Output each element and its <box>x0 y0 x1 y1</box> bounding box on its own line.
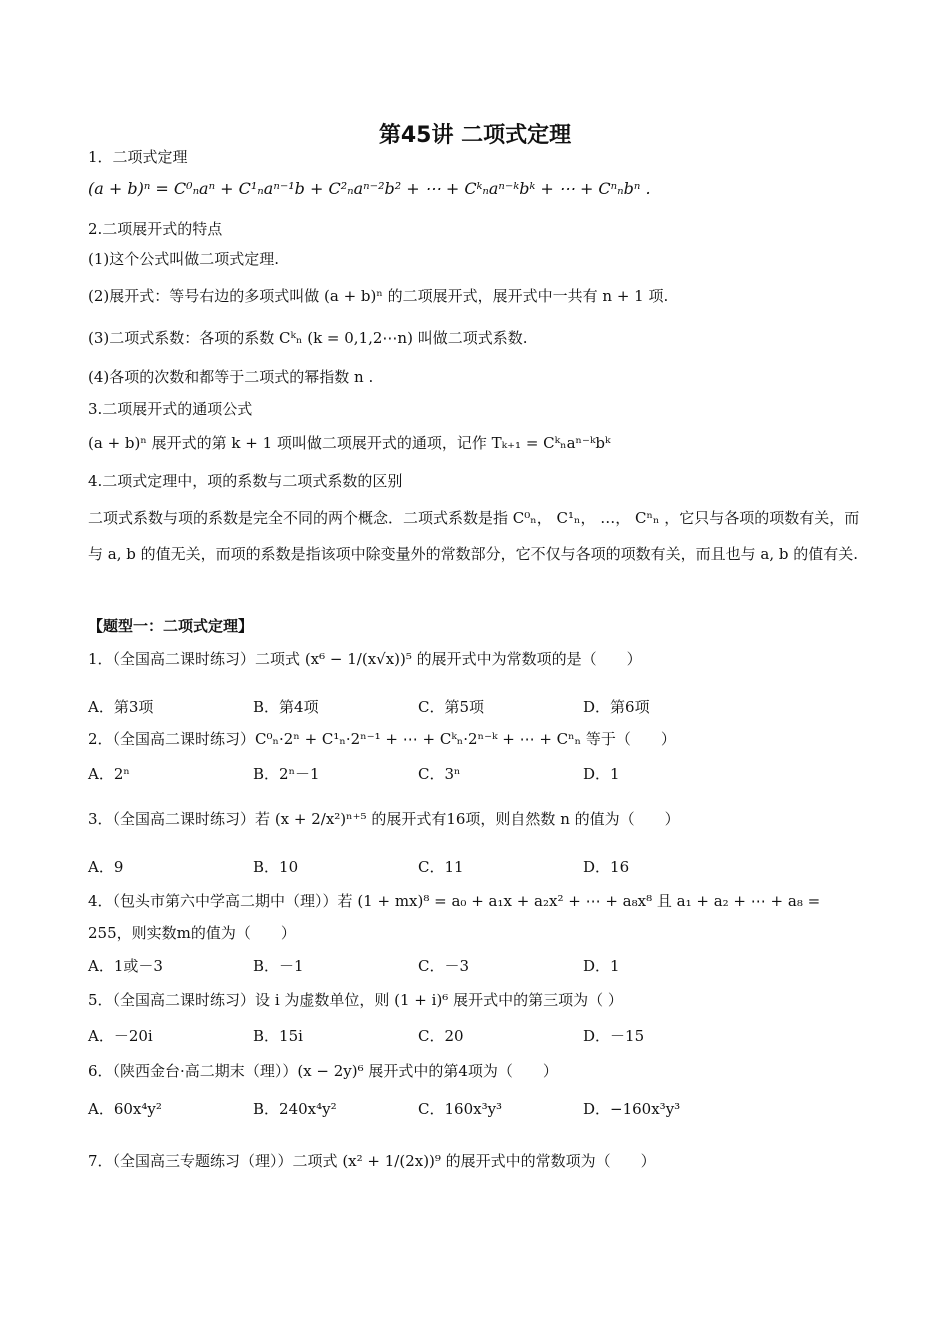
option-b: B．第4项 <box>253 698 319 716</box>
option-a: A．第3项 <box>88 698 154 716</box>
s2-p1: (1)这个公式叫做二项式定理. <box>88 250 280 268</box>
option-b: B．15i <box>253 1027 303 1045</box>
question-7-stem: 7．（全国高三专题练习（理））二项式 (x² + 1/(2x))⁹ 的展开式中的常数项为（ ） <box>88 1152 656 1170</box>
page-title: 第45讲 二项式定理 <box>378 123 572 148</box>
option-a: A．60x⁴y² <box>88 1100 162 1118</box>
question-1-stem: 1．（全国高二课时练习）二项式 (x⁶ − 1/(x√x))⁵ 的展开式中为常数项的是（ ） <box>88 650 642 668</box>
s2-p4: (4)各项的次数和都等于二项式的幂指数 n . <box>88 368 374 386</box>
section-title: 【题型一：二项式定理】 <box>88 617 254 635</box>
question-2-stem: 2．（全国高二课时练习）C⁰ₙ·2ⁿ + C¹ₙ·2ⁿ⁻¹ + ⋯ + Cᵏₙ·2ⁿ⁻ᵏ + ⋯ + Cⁿₙ 等于（ ） <box>88 730 676 748</box>
option-a: A．－20i <box>88 1027 153 1045</box>
option-d: D．−160x³y³ <box>583 1100 681 1118</box>
option-b: B．10 <box>253 858 299 876</box>
question-6-stem: 6．（陕西金台·高二期末（理））(x − 2y)⁶ 展开式中的第4项为（ ） <box>88 1062 558 1080</box>
s4-heading: 4.二项式定理中，项的系数与二项式系数的区别 <box>88 472 403 490</box>
option-b: B．2ⁿ－1 <box>253 765 320 783</box>
option-c: C．3ⁿ <box>418 765 461 783</box>
question-3-stem: 3．（全国高二课时练习）若 (x + 2/x²)ⁿ⁺⁵ 的展开式有16项，则自然数 n 的值为（ ） <box>88 810 680 828</box>
option-c: C．11 <box>418 858 464 876</box>
option-a: A．2ⁿ <box>88 765 130 783</box>
s3-p1: (a + b)ⁿ 展开式的第 k + 1 项叫做二项展开式的通项，记作 Tₖ₊₁ = Cᵏₙaⁿ⁻ᵏbᵏ <box>88 434 611 452</box>
option-b: B．240x⁴y² <box>253 1100 337 1118</box>
option-d: D．－15 <box>583 1027 645 1045</box>
option-a: A．9 <box>88 858 124 876</box>
option-c: C．－3 <box>418 957 470 975</box>
s1-formula: (a + b)ⁿ = C⁰ₙaⁿ + C¹ₙaⁿ⁻¹b + C²ₙaⁿ⁻²b² + ⋯ + Cᵏₙaⁿ⁻ᵏbᵏ + ⋯ + Cⁿₙbⁿ . <box>88 179 651 198</box>
option-d: D．第6项 <box>583 698 650 716</box>
question-5-stem: 5．（全国高二课时练习）设 i 为虚数单位，则 (1 + i)⁶ 展开式中的第三项为（ ） <box>88 991 623 1009</box>
option-b: B．－1 <box>253 957 304 975</box>
option-c: C．20 <box>418 1027 464 1045</box>
s3-heading: 3.二项展开式的通项公式 <box>88 400 253 418</box>
option-d: D．1 <box>583 957 620 975</box>
s4-p1: 二项式系数与项的系数是完全不同的两个概念．二项式系数是指 C⁰ₙ， C¹ₙ， …， Cⁿₙ ，它只与各项的项数有关，而与 a, b 的值无关，而项的系数是指该项中除变量外的常数部分，它不仅与各项的项数有关，而且也与 a, b 的值有关. <box>88 509 860 563</box>
s1-heading: 1．二项式定理 <box>88 148 188 166</box>
option-d: D．16 <box>583 858 630 876</box>
option-a: A．1或－3 <box>88 957 163 975</box>
s2-heading: 2.二项展开式的特点 <box>88 220 223 238</box>
question-4-stem: 4．（包头市第六中学高二期中（理））若 (1 + mx)⁸ = a₀ + a₁x + a₂x² + ⋯ + a₈x⁸ 且 a₁ + a₂ + ⋯ + a₈ = 255，则实数m的值为（ ） <box>88 892 821 942</box>
option-c: C．160x³y³ <box>418 1100 503 1118</box>
option-c: C．第5项 <box>418 698 485 716</box>
s2-p3: (3)二项式系数：各项的系数 Cᵏₙ (k = 0,1,2⋯n) 叫做二项式系数. <box>88 329 528 347</box>
s2-p2: (2)展开式：等号右边的多项式叫做 (a + b)ⁿ 的二项展开式，展开式中一共有 n + 1 项. <box>88 287 669 305</box>
option-d: D．1 <box>583 765 620 783</box>
